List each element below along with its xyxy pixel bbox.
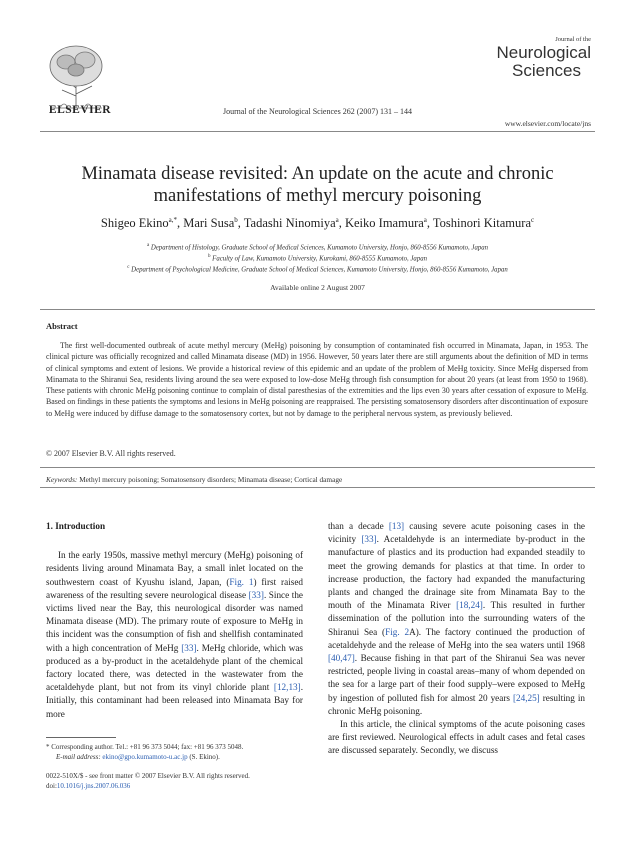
author-sup: c (531, 216, 535, 224)
text-run: ) first raised awareness of the resulting severe neurological disease (46, 576, 303, 600)
issn-block (46, 771, 250, 791)
abstract-heading: Abstract (46, 321, 78, 331)
affiliation (40, 265, 595, 273)
article-title (40, 163, 595, 207)
citation-link[interactable]: [12,13] (273, 682, 301, 693)
paragraph (46, 549, 303, 721)
section-heading: 1. Introduction (46, 521, 106, 531)
author-list: Shigeo Ekino$^{a,*}$, Mari Susa$^b$, Tadashi Ninomiya$^a$, Keiko Imamura$^a$, Toshinori Kitamura$^c$ (100, 216, 535, 231)
text-run: . Acetaldehyde is an intermediate by-product in the manufacture of plastics and its production had expanded steadily to meet the growing demands for plastics at that time. In order to increase production, the factory had expanded the manufacturing plants and changed the drainage site from Minamata Bay to the mouth of the Minamata River (328, 534, 585, 611)
citation-link[interactable]: [24,25] (512, 692, 540, 703)
keywords (46, 475, 342, 484)
body-column-right (328, 520, 585, 758)
citation-link[interactable]: [13] (388, 521, 405, 531)
journal-brand-line2: Sciences (512, 61, 581, 80)
paragraph (328, 520, 585, 718)
issn-text: 0022-510X/$ - see front matter © 2007 Elsevier B.V. All rights reserved. (46, 772, 250, 780)
affiliation-sup: b (207, 254, 211, 259)
author-name: Shigeo Ekino (100, 216, 169, 231)
author-sup: a (335, 216, 339, 224)
affiliation (40, 254, 595, 262)
affiliation (40, 243, 595, 251)
footnote-rule (46, 737, 116, 738)
author-sup: a,* (168, 216, 177, 224)
doi-line (46, 781, 250, 791)
keywords-rule (40, 467, 595, 468)
affiliation-text: Faculty of Law, Kumamoto University, Kurokami, 860-8555 Kumamoto, Japan (212, 255, 428, 263)
keywords-label: Keywords: (46, 475, 78, 484)
abstract-top-rule (40, 309, 595, 310)
journal-brand-line1: Neurological (496, 43, 591, 62)
text-run: . Initially, this contaminant had been released into Minamata Bay for more (46, 682, 303, 719)
citation-link[interactable]: [18,24] (456, 600, 483, 611)
text-run: resulting in chronic MeHg poisoning. (328, 692, 585, 716)
footnote-corresponding (46, 742, 316, 752)
text-run: . This resulted in further dissemination of the pollution into the surrounding waters of the Shiranui Sea ( (328, 600, 585, 637)
abstract-copyright: © 2007 Elsevier B.V. All rights reserved. (46, 449, 176, 458)
corresponding-text: * Corresponding author. Tel.: +81 96 373 5044; fax: +81 96 373 5048. (46, 743, 244, 751)
journal-brand-small: Journal of the (555, 36, 591, 43)
text-run: . Because fishing in that part of the Shiranui Sea was never restricted, people living in coastal areas–many of whom depended on the sea for a large part of their food supply–were exposed to MeHg by ingestion of polluted fish for almost 20 years (328, 653, 585, 703)
author-name: Toshinori Kitamura (432, 216, 531, 231)
keywords-text: Methyl mercury poisoning; Somatosensory disorders; Minamata disease; Cortical damage (79, 475, 343, 484)
text-run: . MeHg chloride, which was produced as a by-product in the acetaldehyde plant of the chemical factory located there, was detected in the wastewater from the acetaldehyde plant, but not from its vinyl chloride plant (46, 642, 303, 693)
footnote-email (46, 752, 326, 762)
affiliation-text: Department of Histology, Graduate School of Medical Sciences, Kumamoto University, Honjo, 860-8556 Kumamoto, Japan (150, 244, 489, 252)
email-suffix: (S. Ekino). (189, 753, 220, 761)
title-line-2: manifestations of methyl mercury poisoning (153, 186, 482, 206)
paragraph: In this article, the clinical symptoms of the acute poisoning cases are first reviewed. Neurological effects in adult cases and fetal cases are discussed separately. Secondly, we discuss (328, 719, 585, 756)
journal-url[interactable]: www.elsevier.com/locate/jns (504, 119, 591, 128)
citation-link[interactable]: [33] (248, 589, 264, 600)
author-name: Keiko Imamura (344, 216, 424, 231)
abstract-text: The first well-documented outbreak of acute methyl mercury (MeHg) poisoning by consumption of contaminated fish occurred in Minamata, Japan, in 1953. The clinical picture was officially recognized and called Minamata disease (MD) in 1956. However, 50 years later there are still arguments about the definition of MD in terms of clinical symptoms and extent of lesions. We provide a historical review of this epidemic and an update of the problem of MeHg toxicity. Since MeHg dispersed from Minamata to the Shiranui Sea, residents living around the sea were exposed to low-dose MeHg through fish consumption for about 20 years (at least from 1950 to 1968). These patients with chronic MeHg poisoning continue to complain of distal paresthesias of the extremities and the lips even 30 years after cessation of exposure to MeHg. Based on findings in these patients the symptoms and lesions in MeHg poisoning are reappraised. The persisting somatosensory disorders after discontinuation of exposure to MeHg were induced by diffuse damage to the somatosensory cortex, but not by damage to the peripheral nervous system, as previously believed. (46, 341, 588, 418)
figure-link[interactable]: Fig. 2 (385, 626, 410, 637)
header-rule (40, 131, 595, 132)
text-run: causing severe acute poisoning cases in the vicinity (328, 521, 585, 545)
body-column-left (46, 520, 303, 721)
figure-link[interactable]: Fig. 1 (229, 576, 254, 587)
title-line-1: Minamata disease revisited: An update on the acute and chronic (81, 164, 554, 184)
author-sup: b (234, 216, 238, 224)
affiliation-sup: c (127, 265, 130, 270)
author-name: Tadashi Ninomiya (243, 216, 336, 231)
author-sup: a (423, 216, 427, 224)
affiliation-text: Department of Psychological Medicine, Graduate School of Medical Sciences, Kumamoto University, Honjo, 860-8556 Kumamoto, Japan (131, 266, 508, 274)
text-run: A). The factory continued the production of acetaldehyde and the release of MeHg into the sea waters until 1968 (328, 626, 585, 650)
journal-citation: Journal of the Neurological Sciences 262 (2007) 131 – 144 (222, 107, 413, 116)
author-name: Mari Susa (183, 216, 235, 231)
elsevier-tree-logo (40, 38, 112, 114)
doi-link[interactable]: 10.1016/j.jns.2007.06.036 (56, 782, 131, 790)
affiliation-sup: a (146, 243, 150, 248)
publisher-name: ELSEVIER (48, 104, 112, 116)
citation-link[interactable]: [40,47] (328, 653, 355, 664)
email-link[interactable]: ekino@gpo.kumamoto-u.ac.jp (102, 753, 188, 761)
available-online: Available online 2 August 2007 (270, 283, 365, 292)
text-run: In the early 1950s, massive methyl mercury (MeHg) poisoning of residents living around Minamata Bay, a small inlet located on the southwestern coast of Kyushu island, Japan, ( (46, 550, 303, 587)
text-run: than a decade (328, 521, 389, 531)
doi-label: doi: (46, 782, 57, 790)
email-label: E-mail address: (56, 753, 101, 761)
citation-link[interactable]: [33] (361, 534, 377, 545)
journal-brand (461, 36, 591, 80)
keywords-bottom-rule (40, 487, 595, 488)
text-run: . Since the victims lived near the Bay, this neurological disorder was named Minamata disease (MD). The primary route of exposure to MeHg in this incident was the consumption of fish and shellfish contaminated with a high concentration of MeHg (46, 589, 303, 653)
citation-link[interactable]: [33] (181, 642, 197, 653)
